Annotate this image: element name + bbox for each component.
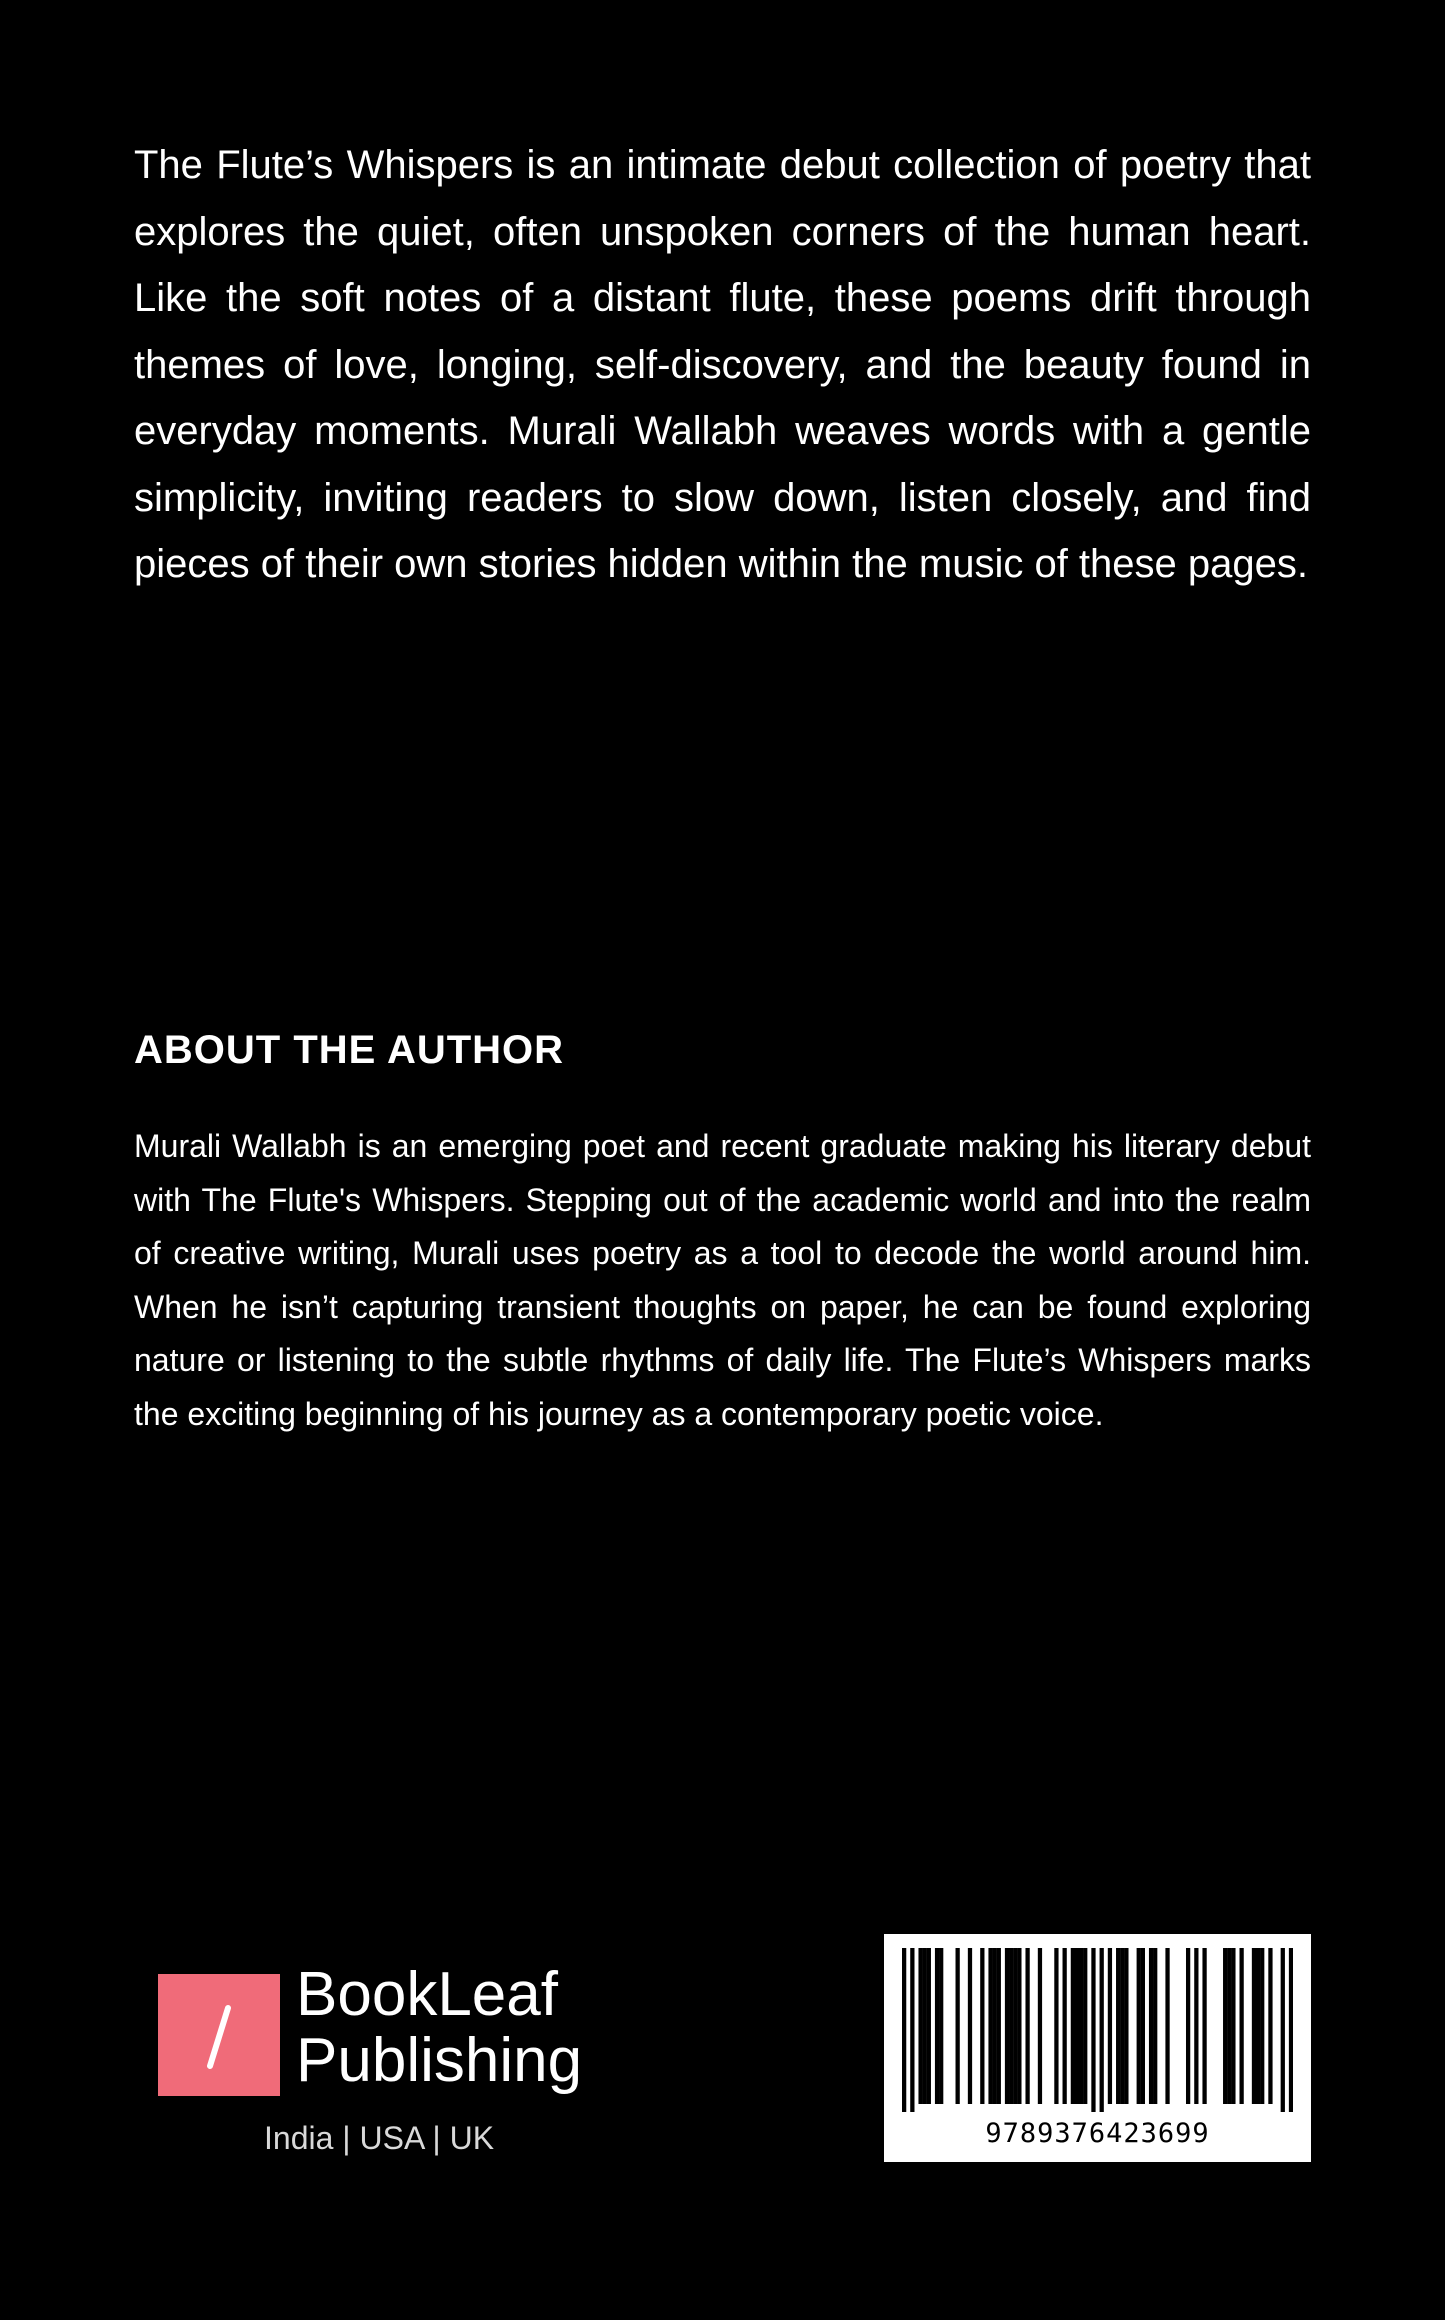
barcode-bar [1079,1948,1083,2104]
publisher-locations: India | USA | UK [264,2120,495,2156]
barcode-bar [956,1948,960,2104]
publisher-name-line1: BookLeaf [296,1960,558,2029]
barcode-bar [993,1948,997,2104]
barcode-bar [1075,1948,1079,2104]
about-author-heading: ABOUT THE AUTHOR [134,1028,565,1072]
barcode-bar [1005,1948,1009,2104]
barcode-bar [927,1948,931,2104]
slash-icon [158,1974,280,2096]
barcode-bar [939,1948,943,2104]
barcode-bar [1268,1948,1272,2104]
barcode-bar [1025,1948,1029,2104]
barcode-bar [1223,1948,1227,2104]
barcode-bar [1083,1948,1087,2104]
barcode-bar [1289,1948,1293,2112]
barcode-bar [1091,1948,1095,2112]
barcode-bar [1165,1948,1169,2104]
barcode-bar [1124,1948,1128,2104]
barcode-bar [918,1948,922,2104]
barcode-bar [1239,1948,1243,2104]
barcode-bar [1017,1948,1021,2104]
barcode-bar [1149,1948,1153,2104]
publisher-name-line2: Publishing [296,2026,583,2095]
isbn-barcode [884,1934,1311,2162]
barcode-bar [1063,1948,1067,2104]
barcode-bar [902,1948,906,2112]
barcode-bar [968,1948,972,2104]
barcode-bar [997,1948,1001,2104]
barcode-bar [1071,1948,1075,2104]
barcode-bar [923,1948,927,2104]
publisher-logo [158,1960,618,2166]
isbn-number: 9789376423699 [985,2118,1210,2149]
barcode-bars [902,1948,1293,2112]
barcode-bar [1227,1948,1231,2104]
barcode-bar [1137,1948,1141,2104]
barcode-bar [1231,1948,1235,2104]
barcode-bar [1141,1948,1145,2104]
barcode-bar [988,1948,992,2104]
barcode-bar [1202,1948,1206,2104]
barcode-bar [1153,1948,1157,2104]
barcode-bar [1260,1948,1264,2104]
barcode-bar [1116,1948,1120,2104]
barcode-bar [1120,1948,1124,2104]
barcode-bar [1038,1948,1042,2104]
barcode-bar [1009,1948,1013,2104]
barcode-bar [1100,1948,1104,2112]
barcode-bar [1013,1948,1017,2104]
barcode-bar [980,1948,984,2104]
barcode-bar [1108,1948,1112,2104]
barcode-bar [1194,1948,1198,2104]
barcode-bar [935,1948,939,2104]
book-blurb: The Flute’s Whispers is an intimate debut collection of poetry that explores the quiet, often unspoken corners of the human heart. Like the soft notes of a distant flute, these poems drift through themes of love, longing, self-discovery, and the beauty found in everyday moments. Murali Wallabh weaves words with a gentle simplicity, inviting readers to slow down, listen closely, and find pieces of their own stories hidden within the music of these pages. [134,143,1311,586]
barcode-bar [910,1948,914,2112]
barcode-bar [1256,1948,1260,2104]
barcode-bar [1281,1948,1285,2112]
barcode-bar [1186,1948,1190,2104]
author-bio: Murali Wallabh is an emerging poet and recent graduate making his literary debut with The Flute's Whispers. Stepping out of the academic world and into the realm of creative writing, Murali uses poetry as a tool to decode the world around him. When he isn’t capturing transient thoughts on paper, he can be found exploring nature or listening to the subtle rhythms of daily life. The Flute’s Whispers marks the exciting beginning of his journey as a contemporary poetic voice. [134,1128,1311,1432]
bookleaf-logo-mark [158,1974,280,2096]
barcode-bar [1054,1948,1058,2104]
barcode-bar [1252,1948,1256,2104]
